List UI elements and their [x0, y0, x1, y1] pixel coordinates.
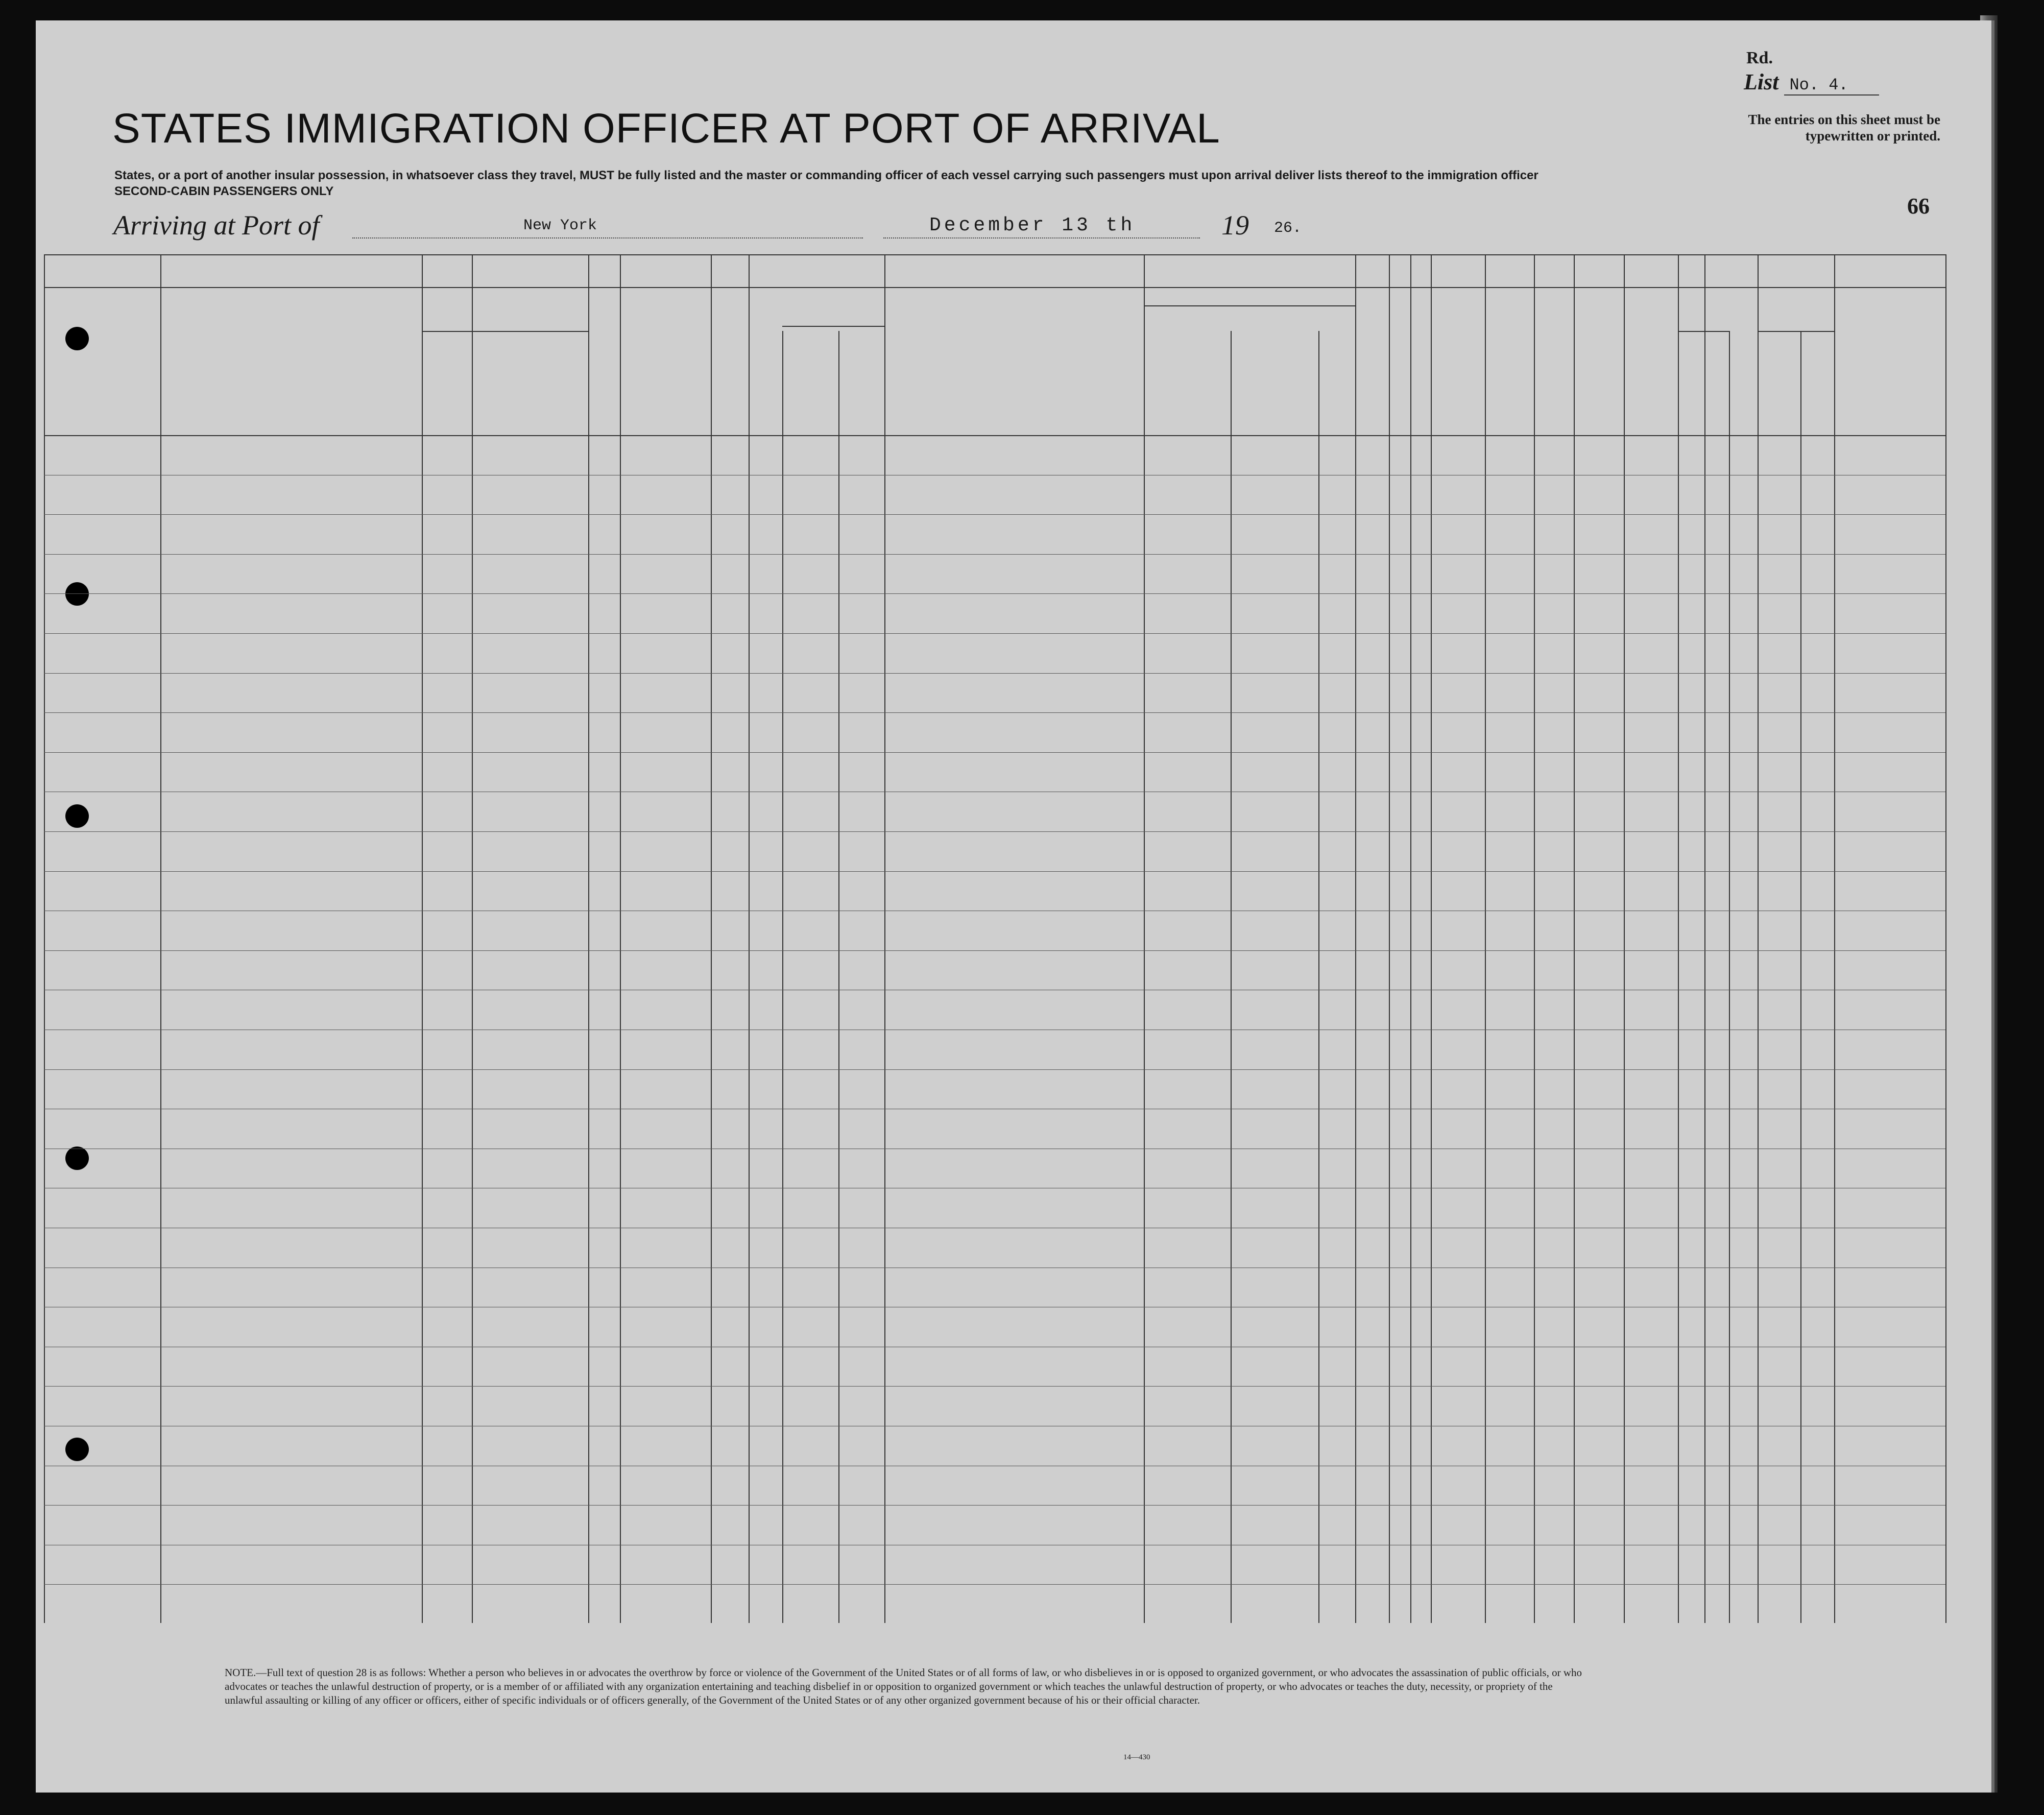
row-divider — [44, 712, 1945, 713]
header-purpose — [1146, 295, 1353, 305]
header-final-destination — [424, 296, 586, 306]
date-line — [883, 237, 1200, 238]
column-divider — [1834, 254, 1835, 1623]
column-divider — [472, 254, 473, 1623]
column-divider — [1389, 254, 1390, 1623]
column-divider — [422, 254, 423, 1623]
page-title: STATES IMMIGRATION OFFICER AT PORT OF ARRIVAL — [112, 105, 1220, 152]
list-number: No. 4. — [1784, 76, 1879, 95]
header-deformed — [1626, 321, 1676, 392]
page-number: 66 — [1907, 194, 1930, 219]
row-divider — [44, 633, 1945, 634]
column-divider — [1485, 254, 1486, 1623]
header-condition — [1576, 326, 1622, 382]
header-period — [784, 382, 836, 413]
column-divider — [711, 254, 712, 1623]
column-divider — [1144, 254, 1145, 1623]
row-divider — [44, 831, 1945, 832]
column-divider — [782, 331, 783, 1623]
port-line — [352, 237, 863, 238]
row-divider — [44, 752, 1945, 753]
column-divider — [1624, 254, 1625, 1623]
row-divider — [44, 514, 1945, 515]
instructions-text: States, or a port of another insular possession, in whatsoever class they travel, MUST be fully listed and the master or commanding officer of each vessel carrying such passengers must upon arrival deliver lists thereof to the immigration officer — [114, 169, 1538, 182]
header-where — [840, 396, 882, 407]
column-divider — [1729, 331, 1730, 1623]
column-divider — [160, 254, 161, 1623]
header-joining — [886, 321, 1142, 387]
header-passage — [622, 296, 709, 337]
sub-header-line — [1144, 305, 1355, 306]
year-prefix: 19 — [1221, 210, 1249, 241]
list-label-text: List — [1744, 69, 1779, 94]
form-code: 14—430 — [1123, 1753, 1150, 1761]
header-height — [1680, 315, 1727, 326]
table-top-border — [44, 254, 1945, 255]
header-relative — [162, 331, 420, 392]
row-divider — [44, 673, 1945, 674]
header-divider — [44, 287, 1945, 288]
row-divider — [44, 554, 1945, 555]
arriving-label: Arriving at Port of — [113, 210, 320, 241]
column-divider — [1678, 254, 1679, 1623]
header-yes-no — [751, 362, 780, 392]
header-hair — [1760, 377, 1798, 389]
rd-label: Rd. — [1746, 49, 1773, 67]
column-divider — [1534, 254, 1535, 1623]
header-final-destination-note — [424, 307, 586, 318]
column-divider — [838, 331, 839, 1623]
column-divider — [620, 254, 621, 1623]
sub-header-line — [422, 331, 588, 332]
instructions — [114, 168, 1646, 199]
entries-note: The entries on this sheet must be typewritten or printed. — [1748, 112, 1940, 144]
column-divider — [1800, 331, 1801, 1623]
column-divider — [588, 254, 589, 1623]
header-eyes — [1802, 377, 1832, 389]
column-divider — [44, 254, 45, 1623]
header-passage-note — [622, 341, 709, 397]
column-divider — [749, 254, 750, 1623]
row-divider — [44, 1386, 1945, 1387]
manifest-table — [44, 254, 1945, 1623]
column-divider — [1945, 254, 1946, 1623]
sub-header-line — [1678, 331, 1729, 332]
column-divider — [1758, 254, 1759, 1623]
column-divider — [1410, 254, 1411, 1623]
column-divider — [1318, 331, 1319, 1623]
list-label — [1744, 69, 1879, 95]
header-complexion — [1731, 341, 1756, 372]
sub-header-line — [1758, 331, 1834, 332]
row-divider — [44, 1505, 1945, 1506]
arrival-date: December 13 th — [929, 214, 1136, 236]
header-if-yes — [784, 333, 882, 344]
column-divider — [1431, 254, 1432, 1623]
row-divider — [44, 1069, 1945, 1070]
header-city — [474, 377, 586, 389]
header-marks — [1836, 351, 1943, 377]
year-suffix: 26. — [1274, 220, 1302, 237]
row-divider — [44, 593, 1945, 594]
column-divider — [1704, 254, 1705, 1623]
header-no-on-list — [46, 328, 158, 359]
column-divider — [1574, 254, 1575, 1623]
header-color-of — [1760, 315, 1832, 326]
passenger-class: SECOND-CABIN PASSENGERS ONLY — [114, 184, 334, 198]
row-divider — [44, 871, 1945, 872]
header-state — [424, 377, 470, 389]
arrival-port: New York — [523, 217, 597, 234]
row-divider — [44, 1584, 1945, 1585]
column-divider — [884, 254, 885, 1623]
sub-header-line — [782, 326, 884, 327]
header-bottom-border — [44, 435, 1945, 436]
row-divider — [44, 950, 1945, 951]
column-divider — [1355, 254, 1356, 1623]
footnote: NOTE.—Full text of question 28 is as follows: Whether a person who believes in or advocates the overthrow by force or violence of the Government of the United States or of all forms of law, or who disbelieves in or is opposed to organized government, or who advocates the assassination of public officials, or who advocates or teaches the unlawful destruction of property, or is a member of or affiliated with any organization entertaining and teaching disbelief in or opposition to organized government or which teaches the unlawful destruction of property, or who advocates or teaches the duty, necessity, or propriety of the unlawful assaulting or killing of any officer or officers, either of specific individuals or of officers generally, of the Government of the United States or of any other organized government because of his or their official character. — [225, 1666, 1582, 1706]
column-divider — [1231, 331, 1232, 1623]
